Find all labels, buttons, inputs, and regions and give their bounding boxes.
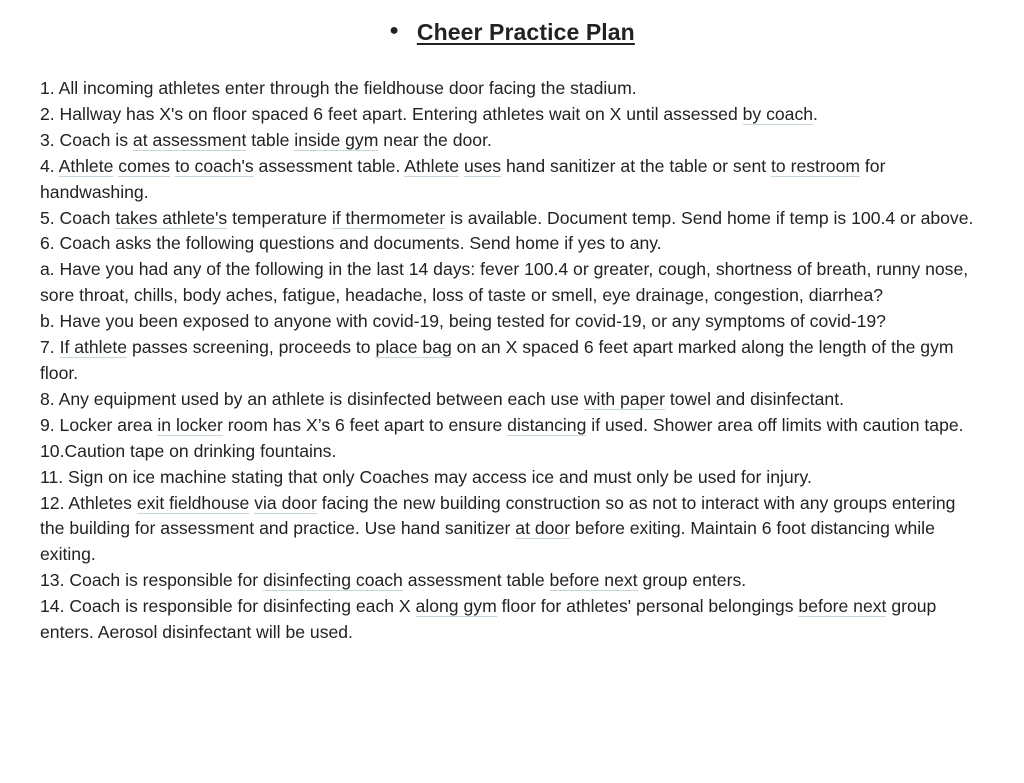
text-run: hand sanitizer at the table or sent (501, 155, 772, 176)
text-run: 6. Coach asks the following questions and documents. Send home if yes to any. (40, 233, 662, 254)
text-run: towel and disinfectant. (665, 388, 844, 409)
suggestion-underline: with paper (583, 388, 666, 409)
suggestion-underline: if thermometer (331, 207, 446, 228)
suggestion-underline: uses (463, 155, 502, 176)
title-wrap (389, 19, 635, 46)
suggestion-underline: to coach's (174, 155, 254, 176)
text-run: if used. Shower area off limits with caution tape. (586, 414, 964, 435)
text-run: 1. All incoming athletes enter through the fieldhouse door facing the stadium. (40, 78, 637, 98)
list-item (40, 309, 984, 335)
suggestion-underline: Athlete (58, 155, 114, 176)
list-item (40, 413, 984, 439)
suggestion-underline: distancing (507, 414, 587, 435)
text-run: floor for athletes' personal belongings (496, 596, 799, 617)
text-run: temperature (227, 207, 332, 228)
document-page (40, 0, 984, 646)
suggestion-underline: place bag (375, 337, 452, 358)
suggestion-underline: Athlete (404, 155, 460, 176)
text-run: group enters. (637, 570, 747, 591)
text-run: 4. (40, 155, 59, 176)
list-item (40, 491, 984, 569)
text-run: assessment table. (253, 155, 405, 176)
text-run: 8. Any equipment used by an athlete is disinfected between each use (40, 388, 584, 409)
text-run: 10.Caution tape on drinking fountains. (40, 440, 337, 461)
text-run: near the door. (378, 129, 492, 150)
text-run: facing the new building construction so as not to interact with any groups entering the building for assessment and practice. Use hand sanitizer (40, 492, 956, 539)
suggestion-underline: takes athlete's (115, 207, 228, 228)
list-item (40, 154, 984, 206)
suggestion-underline: by coach (742, 103, 814, 124)
suggestion-underline: exit fieldhouse (136, 492, 250, 513)
suggestion-underline: at assessment (132, 129, 247, 150)
text-run: for handwashing. (40, 155, 886, 202)
text-run: 12. Athletes (40, 492, 137, 513)
suggestion-underline: along gym (415, 596, 497, 617)
list-item (40, 465, 984, 491)
text-run: b. Have you been exposed to anyone with covid-19, being tested for covid-19, or any symptoms of covid-19? (40, 311, 886, 332)
text-run: on an X spaced 6 feet apart marked along the length of the gym floor. (40, 337, 954, 383)
document-body (40, 76, 984, 646)
suggestion-underline: before next (549, 570, 638, 591)
text-run: group enters. Aerosol disinfectant will be used. (40, 596, 937, 643)
text-run: is available. Document temp. Send home if temp is 100.4 or above. (445, 207, 974, 228)
text-run: . (813, 103, 818, 124)
suggestion-underline: comes (118, 155, 171, 176)
list-item (40, 128, 984, 154)
text-run: 11. Sign on ice machine stating that only Coaches may access ice and must only be used for injury. (40, 466, 812, 487)
list-item (40, 102, 984, 128)
list-item (40, 76, 984, 102)
text-run: passes screening, proceeds to (127, 337, 376, 358)
suggestion-underline: to restroom (771, 155, 861, 176)
list-item (40, 206, 984, 232)
list-item (40, 439, 984, 465)
text-run: assessment table (402, 570, 550, 591)
text-run: 3. Coach is (40, 129, 133, 150)
list-item (40, 335, 984, 387)
text-run: 14. Coach is responsible for disinfecting each X (40, 596, 416, 617)
suggestion-underline: in locker (157, 414, 223, 435)
text-run: 2. Hallway has X's on floor spaced 6 feet apart. Entering athletes wait on X until assessed (40, 103, 743, 124)
list-item (40, 231, 984, 257)
list-item (40, 387, 984, 413)
text-run: 13. Coach is responsible for (40, 570, 263, 591)
list-item (40, 568, 984, 594)
text-run: before exiting. Maintain 6 foot distancing while exiting. (40, 518, 935, 565)
suggestion-underline: via door (254, 492, 317, 513)
text-run: a. Have you had any of the following in the last 14 days: fever 100.4 or greater, cough, shortness of breath, runny nose, sore throat, chills, body aches, fatigue, headache, loss of taste or smell, eye drainage, congestion, diarrhea? (40, 259, 969, 306)
text-run: 9. Locker area (40, 414, 158, 435)
title-row (40, 0, 984, 64)
suggestion-underline: disinfecting coach (262, 570, 403, 591)
text-run: 7. (40, 337, 60, 358)
text-run: 5. Coach (40, 207, 116, 228)
text-run: table (246, 129, 295, 150)
document-title: Cheer Practice Plan (416, 18, 635, 45)
suggestion-underline: If athlete (59, 337, 128, 358)
suggestion-underline: at door (515, 518, 571, 539)
bullet-icon: ● (389, 22, 399, 39)
list-item (40, 594, 984, 646)
list-item (40, 257, 984, 309)
text-run: room has X’s 6 feet apart to ensure (222, 414, 508, 435)
suggestion-underline: before next (798, 596, 887, 617)
suggestion-underline: inside gym (294, 129, 379, 150)
